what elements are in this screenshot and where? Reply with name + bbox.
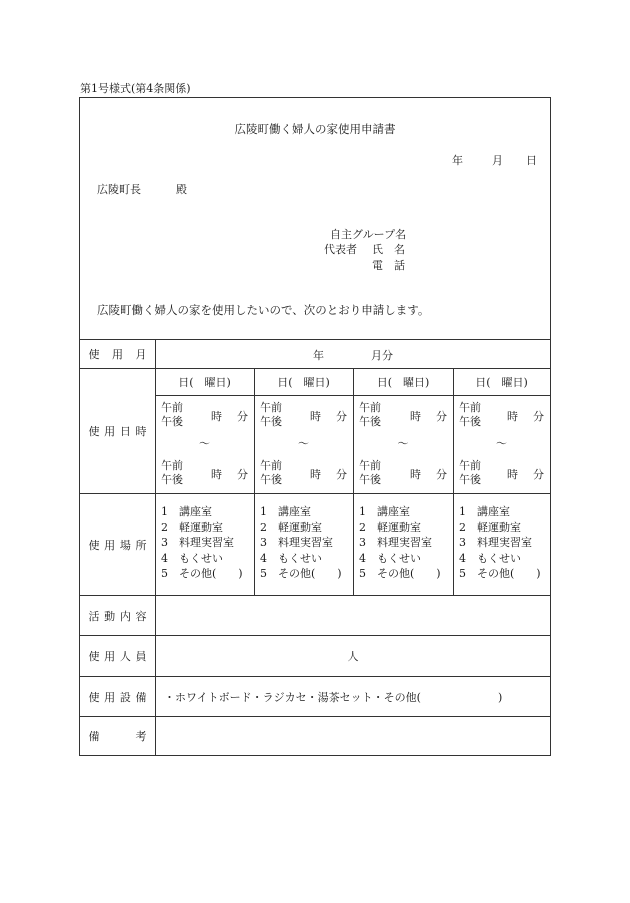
end-am-pm: 午前 午後 [260,459,282,486]
representative-label: 代表者 [324,243,357,256]
start-am-pm: 午前 午後 [459,401,481,428]
room-list [359,504,441,582]
addressee-honorific: 殿 [176,183,187,196]
date-day-label: 日 [526,154,537,167]
people-label: 使 用 人 員 [88,650,147,663]
room-option: 2 軽運動室 [161,520,223,534]
range-wave: 〜 [199,437,210,450]
form-title: 広陵町働く婦人の家使用申請書 [234,122,396,136]
start-am-pm: 午前 午後 [359,401,381,428]
datetime-column-3[interactable] [353,368,453,493]
room-option: 2 軽運動室 [260,520,322,534]
place-column-4[interactable] [453,493,550,595]
room-option: 4 もくせい [359,551,421,565]
end-am-pm: 午前 午後 [161,459,183,486]
end-time: 時 分 [211,468,248,481]
room-option: 1 講座室 [459,505,510,518]
start-time: 時 分 [310,410,347,423]
start-time: 時 分 [507,410,544,423]
date-month-field[interactable] [492,152,503,168]
datetime-column-1[interactable] [155,368,254,493]
usage-year-label: 年 [313,349,324,362]
start-time: 時 分 [410,410,447,423]
addressee-name: 広陵町長 [97,183,141,196]
room-option: 3 料理実習室 [459,536,532,550]
room-option: 3 料理実習室 [161,536,234,550]
room-list [260,504,342,582]
room-option: 4 もくせい [260,551,322,565]
people-field[interactable] [156,636,550,676]
usage-year-field[interactable] [313,347,324,363]
equipment-field[interactable]: ・ホワイトボード・ラジカセ・湯茶セット・その他( ) [164,691,503,704]
room-option: 1 講座室 [359,505,410,518]
room-option: 2 軽運動室 [359,520,421,534]
place-column-1[interactable] [155,493,254,595]
room-option: 5 その他( ) [359,567,441,581]
room-option: 2 軽運動室 [459,520,521,534]
end-time: 時 分 [507,468,544,481]
phone-label: 電 話 [372,259,405,272]
datetime-column-4[interactable] [453,368,550,493]
day-header: 日( 曜日) [178,375,231,389]
remarks-field[interactable] [156,717,550,755]
start-am-pm: 午前 午後 [161,401,183,428]
room-option: 3 料理実習室 [359,536,432,550]
usage-month-label: 使 用 月 [88,348,147,361]
room-option: 4 もくせい [459,551,521,565]
room-list [459,504,541,582]
remarks-label: 備 考 [88,730,147,743]
room-option: 5 その他( ) [161,567,243,581]
place-column-3[interactable] [353,493,453,595]
day-header: 日( 曜日) [277,375,330,389]
people-unit: 人 [347,650,359,663]
form-number-label: 第1号様式(第4条関係) [80,82,191,95]
room-option: 1 講座室 [260,505,311,518]
end-am-pm: 午前 午後 [359,459,381,486]
date-day-field[interactable] [526,152,537,168]
end-time: 時 分 [310,468,347,481]
start-am-pm: 午前 午後 [260,401,282,428]
application-form [79,97,551,756]
day-header: 日( 曜日) [475,375,528,389]
application-statement: 広陵町働く婦人の家を使用したいので、次のとおり申請します。 [97,303,430,317]
room-option: 5 その他( ) [459,567,541,581]
range-wave: 〜 [298,437,309,450]
activity-field[interactable] [156,596,550,635]
end-time: 時 分 [410,468,447,481]
usage-datetime-label: 使 用 日 時 [88,425,147,438]
room-option: 3 料理実習室 [260,536,333,550]
place-column-2[interactable] [254,493,353,595]
end-am-pm: 午前 午後 [459,459,481,486]
start-time: 時 分 [211,410,248,423]
group-name-label: 自主グループ名 [330,228,407,241]
room-option: 5 その他( ) [260,567,342,581]
day-header: 日( 曜日) [376,375,430,389]
room-option: 1 講座室 [161,505,212,518]
datetime-column-2[interactable] [254,368,353,493]
room-option: 4 もくせい [161,551,223,565]
date-year-field[interactable] [452,152,463,168]
activity-label: 活 動 内 容 [88,609,147,623]
range-wave: 〜 [397,437,409,450]
rep-name-label: 氏 名 [372,243,405,256]
date-year-label: 年 [452,154,463,167]
usage-month-suffix: 月分 [371,349,393,362]
usage-month-field[interactable] [371,347,393,363]
equipment-label: 使 用 設 備 [88,690,147,704]
room-list [161,504,243,582]
date-month-label: 月 [492,154,503,167]
range-wave: 〜 [496,437,507,450]
usage-place-label: 使 用 場 所 [88,538,147,552]
